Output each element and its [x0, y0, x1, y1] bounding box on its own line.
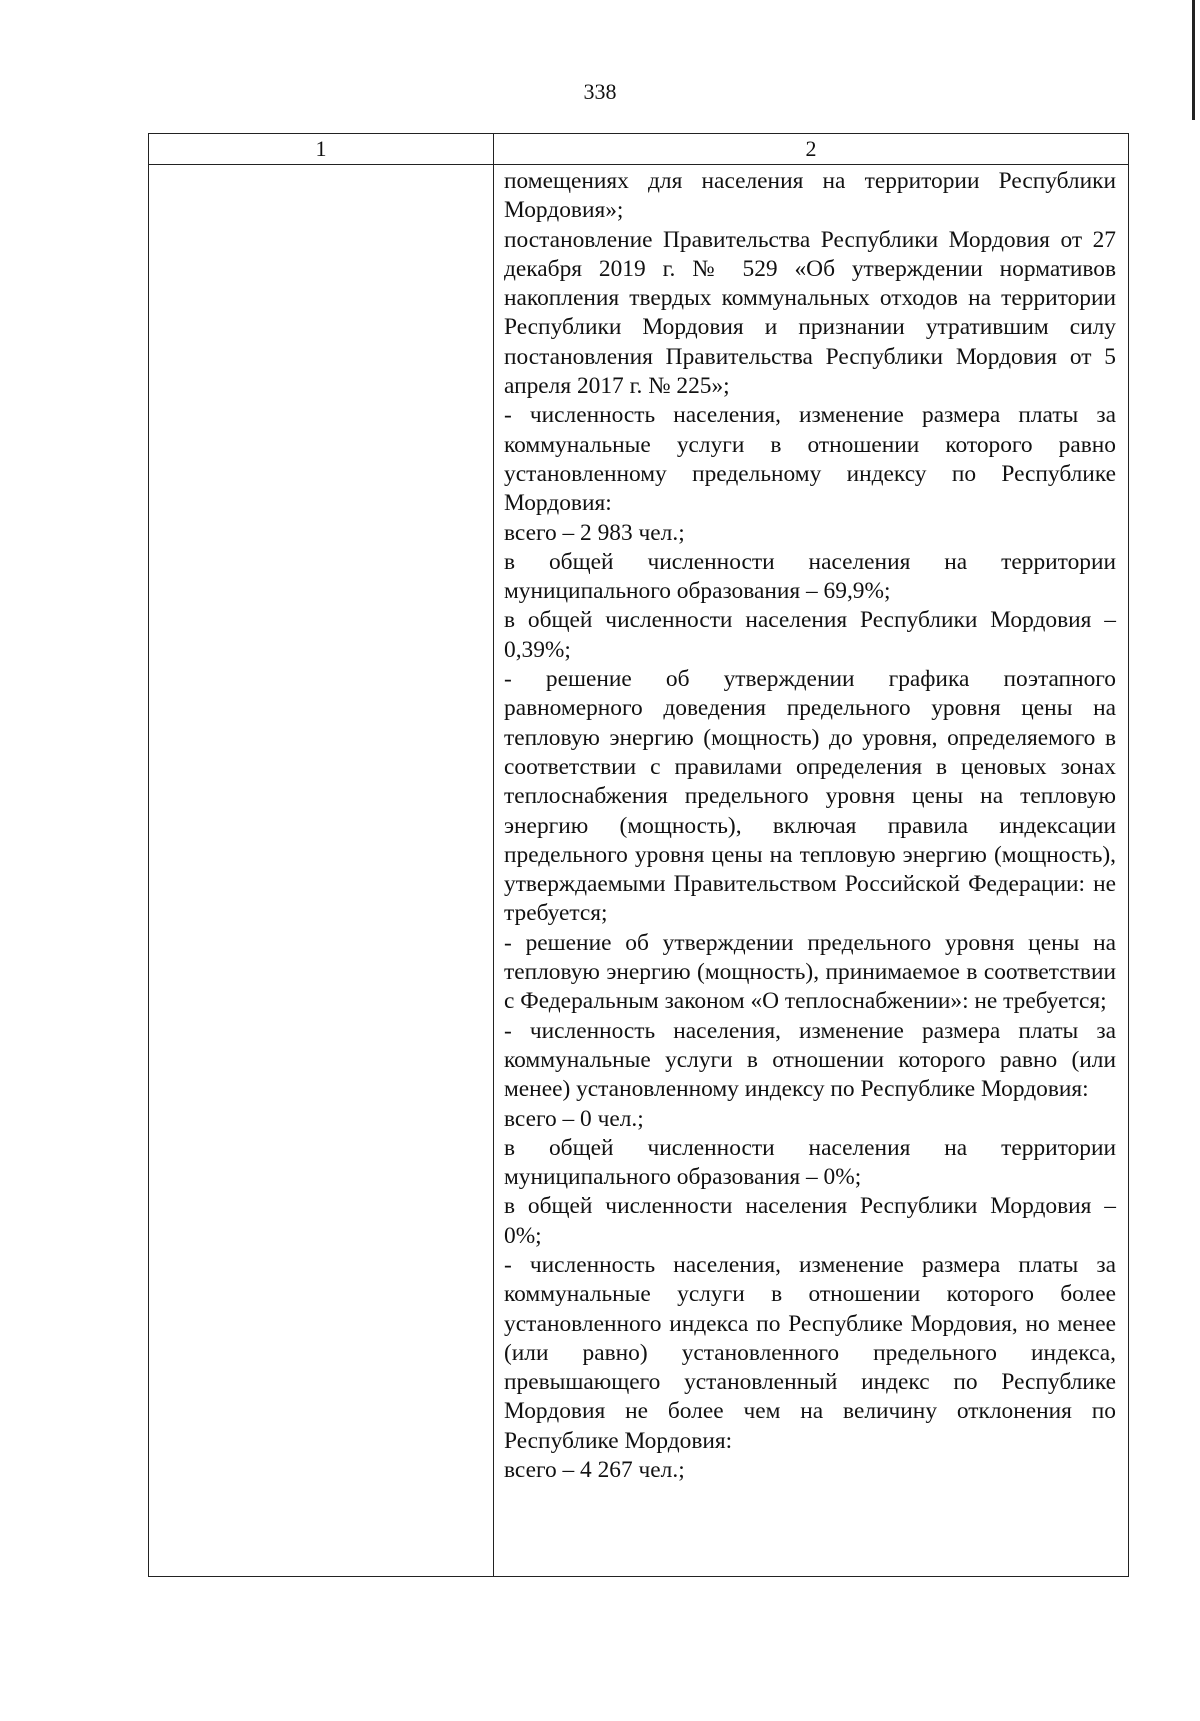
- text-paragraph: - численность населения, изменение размера платы за коммунальные услуги в отношении которого более установленного индекса по Республике Мордовия, но менее (или равно) установленного предельного индекса, превышающего установленный индекс по Республике Мордовия не более чем на величину отклонения по Республике Мордовия:: [504, 1251, 1116, 1454]
- text-paragraph: всего – 4 267 чел.;: [504, 1457, 685, 1484]
- text-paragraph: - решение об утверждении предельного уровня цены на тепловую энергию (мощность), принимаемое в соответствии с Федеральным законом «О теплоснабжении»: не требуется;: [504, 929, 1116, 1015]
- text-paragraph: - численность населения, изменение размера платы за коммунальные услуги в отношении которого равно установленному предельному индексу по Республике Мордовия:: [504, 402, 1116, 517]
- table-header-row: [149, 134, 1129, 165]
- table-row: [149, 165, 1129, 1577]
- page-number: 338: [583, 79, 617, 104]
- column-header-2: 2: [494, 134, 1129, 165]
- text-paragraph: - численность населения, изменение размера платы за коммунальные услуги в отношении которого равно (или менее) установленному индексу по Республике Мордовия:: [504, 1017, 1116, 1103]
- text-paragraph: в общей численности населения Республики Мордовия – 0,39%;: [504, 607, 1116, 663]
- text-paragraph: всего – 2 983 чел.;: [504, 519, 685, 546]
- text-paragraph: в общей численности населения Республики Мордовия – 0%;: [504, 1193, 1116, 1249]
- text-paragraph: помещениях для населения на территории Республики Мордовия»;: [504, 168, 1116, 224]
- left-cell: [149, 165, 494, 1577]
- text-paragraph: в общей численности населения на территории муниципального образования – 0%;: [504, 1134, 1116, 1191]
- column-header-1: 1: [149, 134, 494, 165]
- text-paragraph: в общей численности населения на территории муниципального образования – 69,9%;: [504, 548, 1116, 605]
- text-paragraph: всего – 0 чел.;: [504, 1105, 644, 1132]
- right-cell: [494, 165, 1129, 1577]
- text-paragraph: постановление Правительства Республики Мордовия от 27 декабря 2019 г. № 529 «Об утверждении нормативов накопления твердых коммунальных отходов на территории Республики Мордовия и признании утратившим силу постановления Правительства Республики Мордовия от 5 апреля 2017 г. № 225»;: [504, 226, 1116, 400]
- text-paragraph: - решение об утверждении графика поэтапного равномерного доведения предельного уровня цены на тепловую энергию (мощность) до уровня, определяемого в соответствии с правилами определения в ценовых зонах теплоснабжения предельного уровня цены на тепловую энергию (мощность), включая правила индексации предельного уровня цены на тепловую энергию (мощность), утверждаемыми Правительством Российской Федерации: не требуется;: [504, 666, 1116, 927]
- document-table: [148, 133, 1129, 1577]
